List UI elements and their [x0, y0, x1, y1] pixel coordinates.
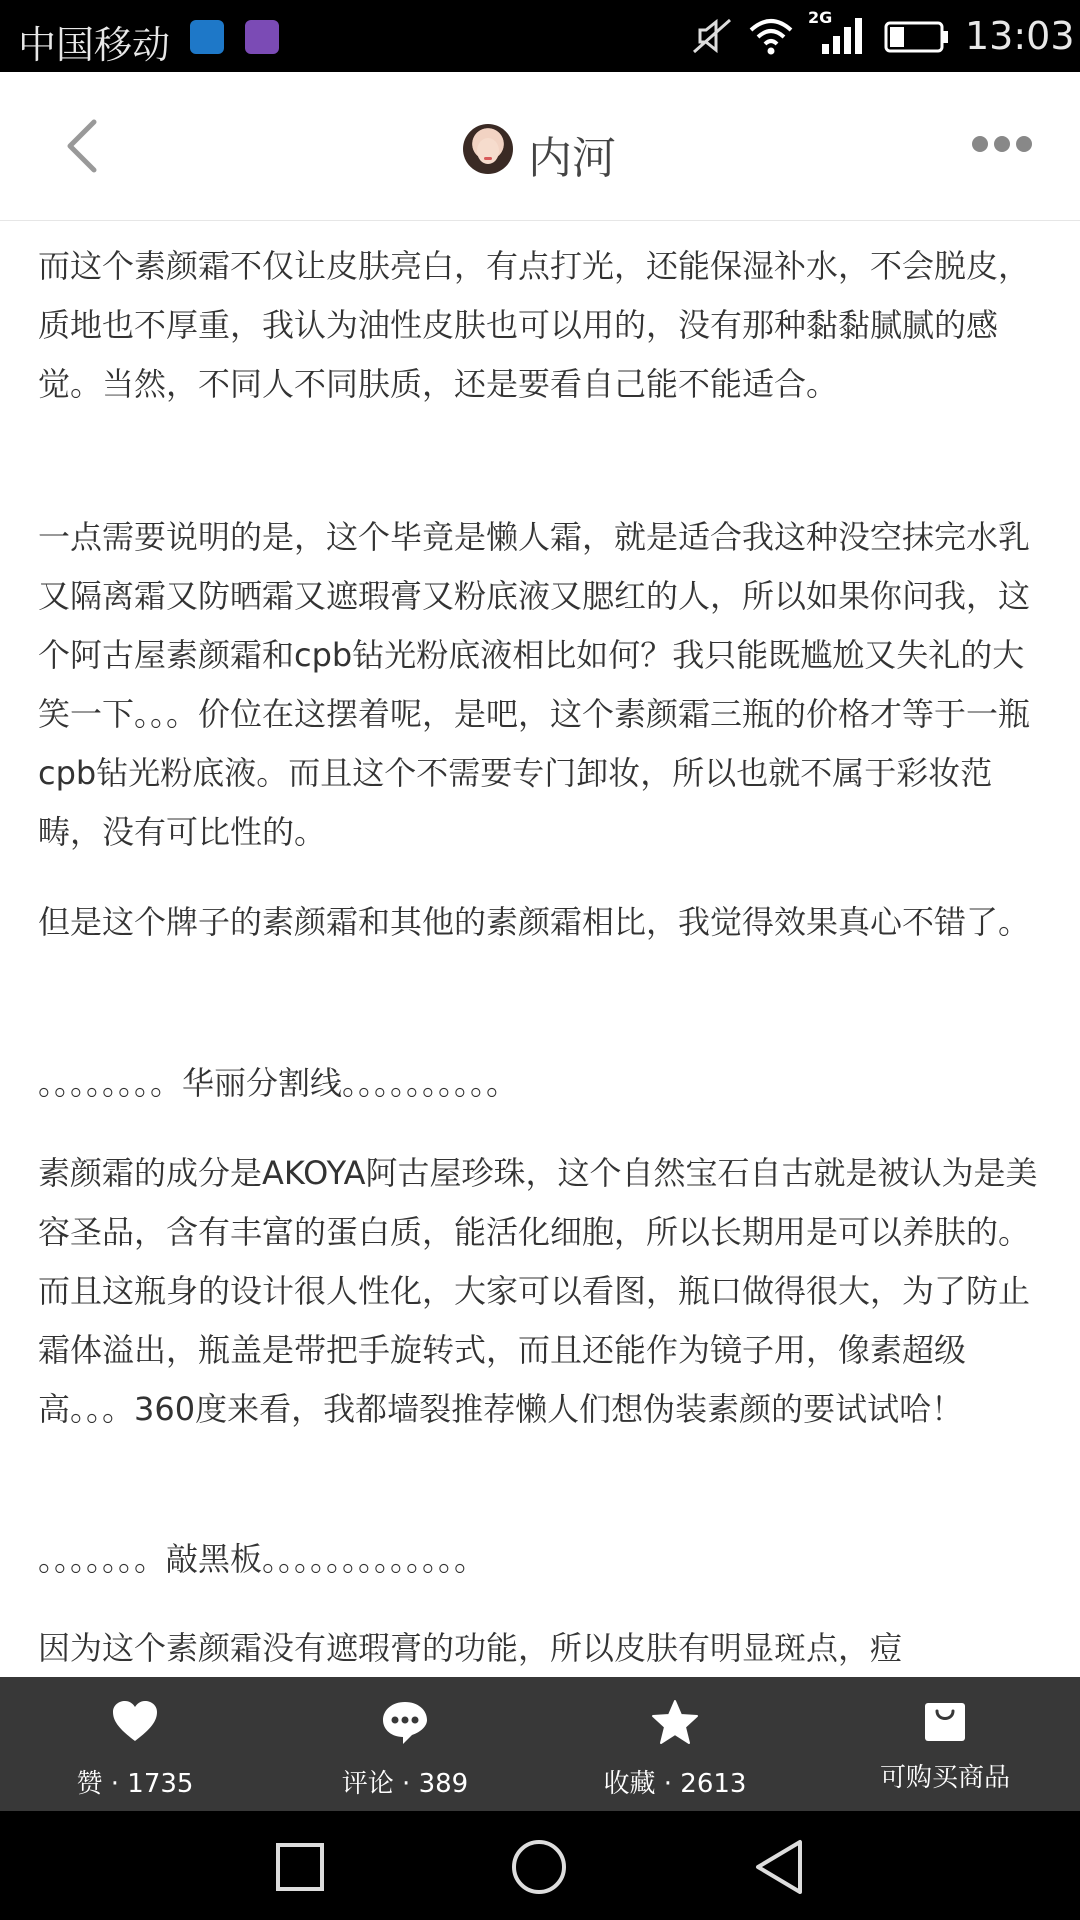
favorite-count: 收藏 · 2613: [603, 1769, 747, 1799]
signal-icon: [808, 10, 868, 56]
battery-icon: [884, 20, 950, 54]
section-heading-text: 。。。。。。。敲黑板。。。。。。。。。。。。。: [38, 1540, 487, 1578]
more-dot-icon: [994, 136, 1010, 152]
more-options-button[interactable]: [972, 136, 1042, 160]
author-name[interactable]: 内河: [528, 133, 616, 184]
wifi-icon: [748, 16, 794, 56]
article-paragraph: 素颜霜的成分是AKOYA阿古屋珍珠，这个自然宝石自古就是被认为是美容圣品，含有丰富的蛋白质，能活化细胞，所以长期用是可以养肤的。而且这瓶身的设计很人性化，大家可以看图，瓶口做得很大，为了防止霜体溢出，瓶盖是带把手旋转式，而且还能作为镜子用，像素超级高。。。360度来看，我都墙裂推荐懒人们想伪装素颜的要试试哈！: [38, 1154, 1038, 1428]
home-icon[interactable]: [509, 1837, 569, 1897]
carrier-name: 中国移动: [18, 23, 171, 67]
buy-products-label: 可购买商品: [879, 1763, 1010, 1793]
shopping-bag-icon: [923, 1699, 967, 1743]
back-nav-icon[interactable]: [750, 1837, 810, 1897]
divider-line-text: 。。。。。。。。华丽分割线。。。。。。。。。。: [38, 1064, 519, 1102]
heart-icon: [111, 1699, 159, 1743]
more-dot-icon: [972, 136, 988, 152]
like-button[interactable]: [25, 1677, 245, 1811]
author-avatar[interactable]: [463, 124, 513, 174]
article-paragraph: 而这个素颜霜不仅让皮肤亮白，有点打光，还能保湿补水，不会脱皮，质地也不厚重，我认为油性皮肤也可以用的，没有那种黏黏腻腻的感觉。当然，不同人不同肤质，还是要看自己能不能适合。: [38, 247, 1031, 403]
article-paragraph: 但是这个牌子的素颜霜和其他的素颜霜相比，我觉得效果真心不错了。: [38, 903, 1031, 941]
article-content: [0, 221, 1080, 1677]
buy-products-button[interactable]: [835, 1677, 1055, 1811]
clock: 13:03: [965, 14, 1075, 58]
avatar-face: [477, 138, 499, 164]
post-header: [0, 72, 1080, 221]
status-bar: [0, 0, 1080, 72]
avatar-lip: [484, 157, 492, 160]
more-dot-icon: [1016, 136, 1032, 152]
network-type: 2G: [808, 8, 833, 27]
article-paragraph: 一点需要说明的是，这个毕竟是懒人霜，就是适合我这种没空抹完水乳又隔离霜又防晒霜又遮瑕膏又粉底液又腮红的人，所以如果你问我，这个阿古屋素颜霜和cpb钻光粉底液相比如何？我只能既尴尬又失礼的大笑一下。。。价位在这摆着呢，是吧，这个素颜霜三瓶的价格才等于一瓶cpb钻光粉底液。而且这个不需要专门卸妆，所以也就不属于彩妆范畴，没有可比性的。: [38, 518, 1031, 851]
comment-count: 评论 · 389: [341, 1769, 469, 1799]
comment-icon: [380, 1699, 430, 1745]
like-count: 赞 · 1735: [76, 1769, 194, 1799]
system-nav-bar: [0, 1811, 1080, 1920]
favorite-button[interactable]: [565, 1677, 785, 1811]
back-button[interactable]: [58, 116, 108, 176]
article-paragraph: 因为这个素颜霜没有遮瑕膏的功能，所以皮肤有明显斑点，痘: [38, 1629, 903, 1667]
bottom-action-bar: [0, 1677, 1080, 1811]
notification-app-icon: [190, 20, 224, 54]
mute-icon: [690, 16, 734, 56]
comment-button[interactable]: [295, 1677, 515, 1811]
notification-image-icon: [245, 20, 279, 54]
recent-apps-icon[interactable]: [270, 1837, 330, 1897]
star-icon: [651, 1699, 699, 1745]
